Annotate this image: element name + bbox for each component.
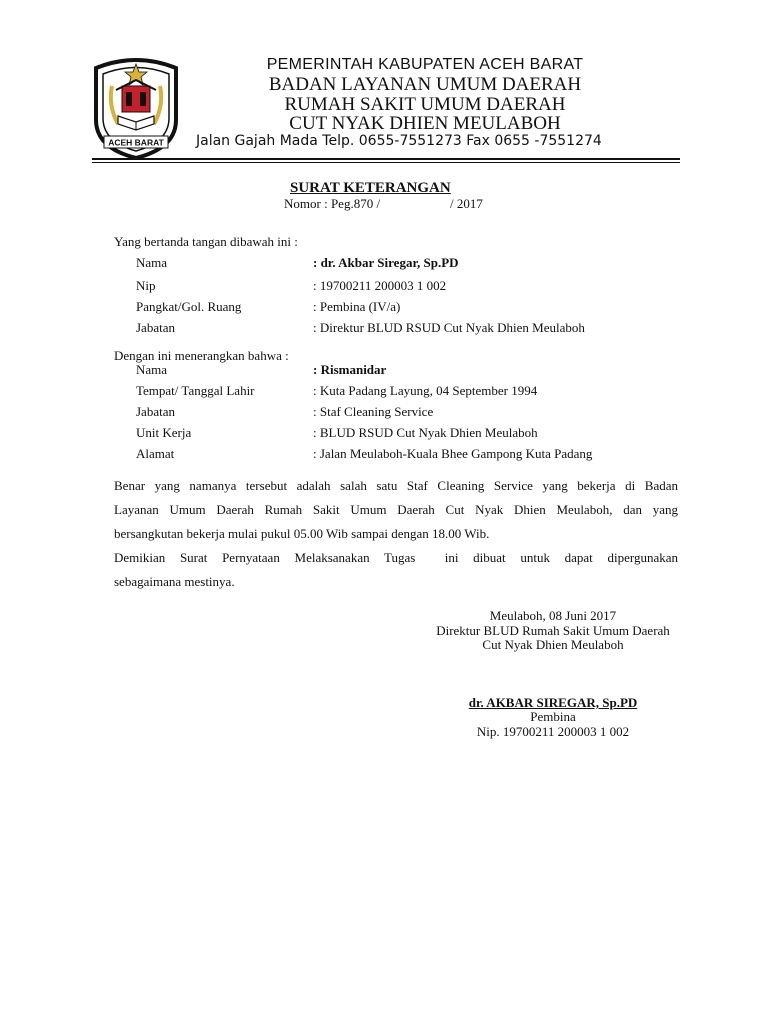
- body-paragraph-1: [114, 474, 678, 546]
- svg-text:ACEH BARAT: ACEH BARAT: [108, 137, 164, 148]
- signature-position-1: Direktur BLUD Rumah Sakit Umum Daerah: [436, 623, 670, 638]
- signature-rank: Pembina: [530, 709, 576, 724]
- header-government: PEMERINTAH KABUPATEN ACEH BARAT: [266, 56, 584, 73]
- signature-position-2: Cut Nyak Dhien Meulaboh: [482, 637, 624, 652]
- subject-birth-value: : Kuta Padang Layung, 04 September 1994: [313, 383, 538, 398]
- subject-intro: Dengan ini menerangkan bahwa :: [114, 348, 289, 363]
- subject-position-value: : Staf Cleaning Service: [313, 404, 434, 419]
- letter-title: SURAT KETERANGAN: [290, 180, 451, 196]
- signer-intro: Yang bertanda tangan dibawah ini :: [114, 234, 298, 249]
- subject-unit-value: : BLUD RSUD Cut Nyak Dhien Meulaboh: [313, 425, 538, 440]
- header-hospital-name: CUT NYAK DHIEN MEULABOH: [289, 113, 561, 134]
- letter-number: Nomor : Peg.870 /: [284, 196, 381, 211]
- signer-name-label: Nama: [136, 255, 168, 270]
- subject-name-label: Nama: [136, 362, 168, 377]
- body-p2-line: Demikian Surat Pernyataan Melaksanakan Tugas ini dibuat untuk dapat dipergunakan: [114, 550, 678, 565]
- signer-rank-label: Pangkat/Gol. Ruang: [136, 299, 242, 314]
- body-paragraph-2: [114, 546, 678, 594]
- letterhead-rule: [92, 158, 680, 160]
- header-hospital: RUMAH SAKIT UMUM DAERAH: [284, 94, 566, 115]
- subject-birth-label: Tempat/ Tanggal Lahir: [136, 383, 255, 398]
- body-p2-line: sebagaimana mestinya.: [114, 574, 235, 589]
- header-address: Jalan Gajah Mada Telp. 0655-7551273 Fax 0655 -7551274: [196, 133, 602, 149]
- subject-address-value: : Jalan Meulaboh-Kuala Bhee Gampong Kuta Padang: [313, 446, 593, 461]
- body-p1-line: bersangkutan bekerja mulai pukul 05.00 Wib sampai dengan 18.00 Wib.: [114, 526, 490, 541]
- signer-name-value: : dr. Akbar Siregar, Sp.PD: [313, 255, 459, 270]
- subject-name-value: : Rismanidar: [313, 362, 387, 377]
- aceh-barat-logo: [86, 50, 186, 162]
- body-p1-line: Benar yang namanya tersebut adalah salah satu Staf Cleaning Service yang bekerja di Badan: [114, 478, 678, 493]
- subject-address-label: Alamat: [136, 446, 175, 461]
- signature-name: dr. AKBAR SIREGAR, Sp.PD: [468, 695, 638, 710]
- subject-position-label: Jabatan: [136, 404, 175, 419]
- signature-nip: Nip. 19700211 200003 1 002: [476, 724, 630, 739]
- letterhead-rule-thin: [92, 162, 680, 163]
- subject-unit-label: Unit Kerja: [136, 425, 192, 440]
- header-agency: BADAN LAYANAN UMUM DAERAH: [268, 74, 582, 95]
- signer-nip-label: Nip: [136, 278, 156, 293]
- signer-nip-value: : 19700211 200003 1 002: [313, 278, 447, 293]
- signer-position-value: : Direktur BLUD RSUD Cut Nyak Dhien Meulaboh: [313, 320, 585, 335]
- signer-position-label: Jabatan: [136, 320, 175, 335]
- signer-rank-value: : Pembina (IV/a): [313, 299, 401, 314]
- body-p1-line: Layanan Umum Daerah Rumah Sakit Umum Daerah Cut Nyak Dhien Meulaboh, dan yang: [114, 502, 678, 517]
- letter-number-year: / 2017: [450, 196, 483, 211]
- signature-place-date: Meulaboh, 08 Juni 2017: [489, 608, 617, 623]
